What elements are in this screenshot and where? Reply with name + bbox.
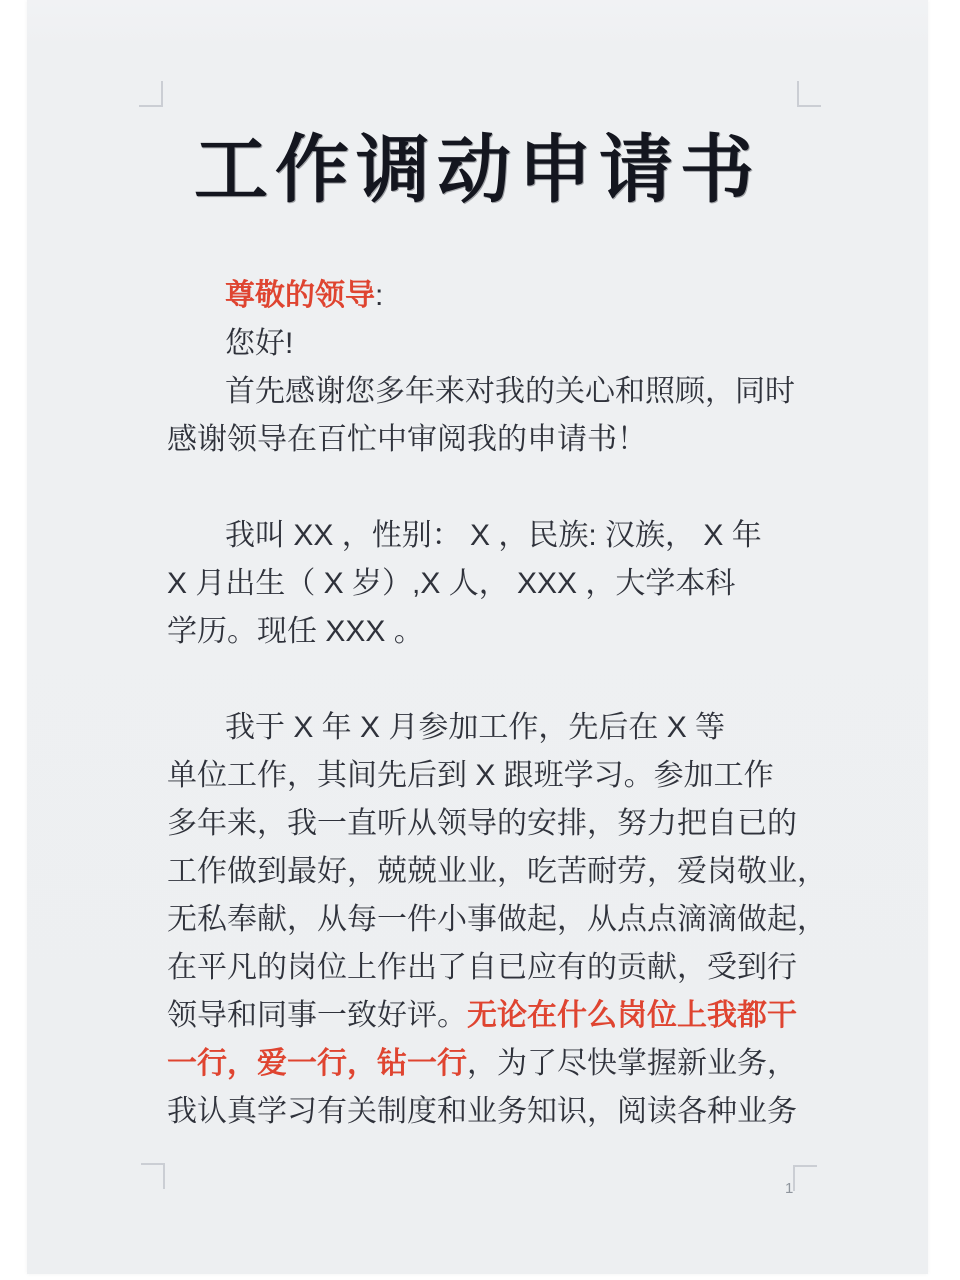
body-text: X 月出生（ X 岁）,X 人， XXX ，大学本科 bbox=[167, 567, 736, 600]
body-text: 无私奉献，从每一件小事做起，从点点滴滴做起， bbox=[167, 903, 827, 936]
paragraph-greeting bbox=[167, 320, 807, 368]
text-line bbox=[167, 512, 807, 560]
text-line bbox=[167, 272, 807, 320]
body-text: 您好! bbox=[225, 327, 294, 360]
margin-corner-mark-top-left bbox=[139, 81, 163, 107]
text-line bbox=[167, 1040, 807, 1088]
paragraph-self-introduction bbox=[167, 512, 807, 656]
body-text: 单位工作，其间先后到 X 跟班学习。参加工作 bbox=[167, 759, 774, 792]
margin-corner-mark-bottom-left bbox=[141, 1163, 165, 1189]
text-line bbox=[167, 704, 807, 752]
body-text: 首先感谢您多年来对我的关心和照顾，同时 bbox=[225, 375, 795, 408]
text-line bbox=[167, 560, 807, 608]
body-text: 我认真学习有关制度和业务知识，阅读各种业务 bbox=[167, 1095, 797, 1128]
margin-corner-mark-bottom-right bbox=[793, 1165, 817, 1191]
document-title: 工作调动申请书 bbox=[194, 127, 761, 213]
text-line bbox=[167, 896, 827, 944]
margin-corner-mark-top-right bbox=[797, 81, 821, 107]
highlighted-text: 一行，爱一行，钻一行 bbox=[167, 1047, 467, 1080]
body-text: 多年来，我一直听从领导的安排，努力把自已的 bbox=[167, 807, 797, 840]
body-text: 感谢领导在百忙中审阅我的申请书！ bbox=[167, 423, 647, 456]
text-line bbox=[167, 944, 807, 992]
paragraph-salutation bbox=[167, 272, 807, 320]
text-line bbox=[167, 416, 807, 464]
highlighted-text: 无论在什么岗位上我都干 bbox=[467, 999, 797, 1032]
text-line bbox=[167, 848, 827, 896]
text-line bbox=[167, 1088, 807, 1136]
paragraph-work-history bbox=[167, 704, 827, 1136]
paragraph-opening-thanks bbox=[167, 368, 807, 464]
body-text: 我于 X 年 X 月参加工作，先后在 X 等 bbox=[225, 711, 726, 744]
body-text: 工作做到最好，兢兢业业，吃苦耐劳，爱岗敬业， bbox=[167, 855, 827, 888]
text-line bbox=[167, 992, 807, 1040]
document-page bbox=[27, 0, 928, 1274]
highlighted-text: 尊敬的领导 bbox=[225, 279, 375, 312]
body-text: : bbox=[375, 279, 384, 312]
body-text: 在平凡的岗位上作出了自已应有的贡献，受到行 bbox=[167, 951, 797, 984]
text-line bbox=[167, 608, 807, 656]
text-line bbox=[167, 752, 807, 800]
body-text: 我叫 XX ，性别： X ，民族: 汉族， X 年 bbox=[225, 519, 762, 552]
body-text: ，为了尽快掌握新业务， bbox=[467, 1047, 797, 1080]
page-number: 1 bbox=[785, 1180, 794, 1197]
body-text: 学历。现任 XXX 。 bbox=[167, 615, 424, 648]
document-body bbox=[167, 272, 827, 1136]
text-line bbox=[167, 320, 807, 368]
text-line bbox=[167, 368, 807, 416]
text-line bbox=[167, 800, 807, 848]
body-text: 领导和同事一致好评。 bbox=[167, 999, 467, 1032]
